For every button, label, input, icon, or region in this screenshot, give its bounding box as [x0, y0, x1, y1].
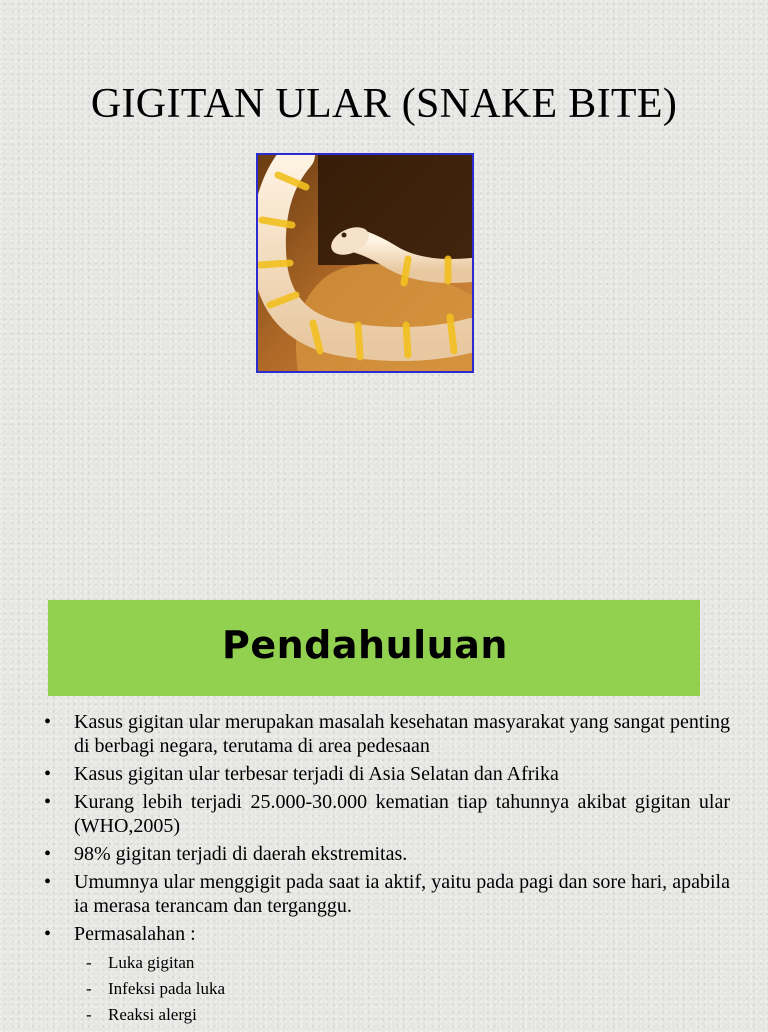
sub-list-item: - Infeksi pada luka: [74, 976, 730, 1002]
sub-list: [74, 950, 730, 1028]
snake-illustration: [258, 155, 472, 371]
bullet-list: [44, 710, 730, 1032]
list-item: • Umumnya ular menggigit pada saat ia aktif, yaitu pada pagi dan sore hari, apabila ia merasa terancam dan terganggu.: [44, 870, 730, 918]
snake-photo: [256, 153, 474, 373]
section-heading: Pendahuluan: [222, 623, 508, 667]
sub-list-item: - Reaksi alergi: [74, 1002, 730, 1028]
slide-title: GIGITAN ULAR (SNAKE BITE): [90, 81, 678, 127]
sub-list-item: - Luka gigitan: [74, 950, 730, 976]
list-item: • Kasus gigitan ular terbesar terjadi di Asia Selatan dan Afrika: [44, 762, 730, 786]
section-banner: [48, 600, 700, 696]
problems-label: Permasalahan :: [74, 923, 196, 945]
list-item: • 98% gigitan terjadi di daerah ekstremitas.: [44, 842, 730, 866]
list-item: • Kasus gigitan ular merupakan masalah kesehatan masyarakat yang sangat penting di berbagi negara, terutama di area pedesaan: [44, 710, 730, 758]
list-item-problems: [44, 922, 730, 1028]
list-item: • Kurang lebih terjadi 25.000-30.000 kematian tiap tahunnya akibat gigitan ular (WHO,2005): [44, 790, 730, 838]
